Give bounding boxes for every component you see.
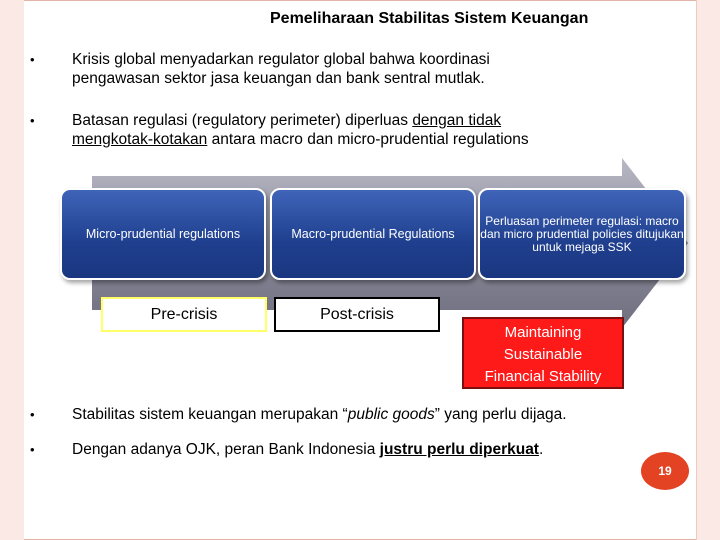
bullet-dot: • — [30, 52, 35, 67]
bullet-dot: • — [30, 407, 35, 422]
micro-prudential-box: Micro-prudential regulations — [60, 188, 266, 280]
perluasan-perimeter-box: Perluasan perimeter regulasi: macro dan micro prudential policies ditujukan untuk mejaga SSK — [478, 188, 686, 280]
post-crisis-label: Post-crisis — [274, 297, 440, 332]
macro-prudential-box: Macro-prudential Regulations — [270, 188, 476, 280]
bullet-3 — [30, 405, 670, 424]
bullet-dot: • — [30, 442, 35, 457]
bullet-3-part-1: Stabilitas sistem keuangan merupakan “ — [72, 406, 348, 423]
bullet-4 — [30, 440, 670, 459]
maintaining-stability-box — [462, 317, 624, 389]
maintaining-line-3: Financial Stability — [484, 368, 602, 385]
bullet-3-part-2: ” yang perlu dijaga. — [434, 406, 567, 423]
bullet-4-part-2: . — [538, 441, 544, 458]
bullet-2-underline-1: dengan tidak — [412, 112, 502, 129]
bullet-2-underline-2: mengkotak-kotakan — [72, 131, 208, 148]
bullet-4-text — [72, 440, 670, 459]
bullet-3-text — [72, 405, 670, 424]
pre-crisis-label: Pre-crisis — [101, 297, 267, 332]
slide-title: Pemeliharaan Stabilitas Sistem Keuangan — [270, 10, 589, 27]
bullet-2-part-2: antara macro dan micro-prudential regulations — [207, 131, 529, 148]
bullet-1-line-2: pengawasan sektor jasa keuangan dan bank sentral mutlak. — [72, 70, 485, 87]
bullet-dot: • — [30, 113, 35, 128]
bullet-2-part-1: Batasan regulasi (regulatory perimeter) diperluas — [72, 112, 413, 129]
bullet-4-part-1: Dengan adanya OJK, peran Bank Indonesia — [72, 441, 380, 458]
page-number-badge: 19 — [641, 452, 689, 490]
maintaining-line-2: Sustainable — [503, 346, 583, 363]
bullet-3-italic: public goods — [347, 406, 435, 423]
maintaining-line-1: Maintaining — [504, 324, 582, 341]
bullet-1-line-1: Krisis global menyadarkan regulator global bahwa koordinasi — [72, 51, 490, 68]
bullet-4-emphasis: justru perlu diperkuat — [379, 441, 539, 458]
